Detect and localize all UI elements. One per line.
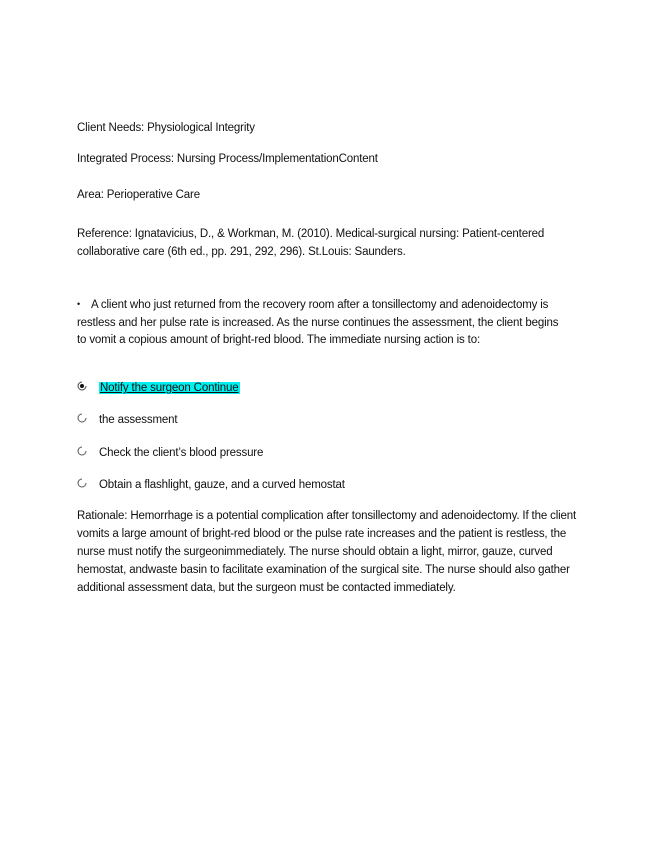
answer-option-1[interactable] [77, 382, 557, 398]
question-stem [77, 296, 562, 350]
radio-unselected-icon[interactable] [77, 478, 87, 488]
answer-option-4[interactable] [77, 479, 557, 495]
question-text: A client who just returned from the recovery room after a tonsillectomy and adenoidectomy is restless and her pulse rate is increased. As the nurse continues the assessment, the client begins to vomit a copious amount of bright-red blood. The immediate nursing action is to: [77, 299, 559, 346]
answer-option-4-label: Obtain a flashlight, gauze, and a curved hemostat [99, 479, 345, 491]
bullet-marker: • [77, 299, 81, 309]
answer-option-3-label: Check the client’s blood pressure [99, 447, 264, 459]
answer-option-2[interactable] [77, 414, 557, 430]
radio-unselected-icon[interactable] [77, 413, 87, 423]
rationale-paragraph: Rationale: Hemorrhage is a potential complication after tonsillectomy and adenoidectomy. If the client vomits a large amount of bright-red blood or the pulse rate increases and the patient is restless, the nurse must notify the surgeonimmediately. The nurse should obtain a light, mirror, gauze, curved hemostat, andwaste basin to facilitate examination of the surgical site. The nurse should also gather additional assessment data, but the surgeon must be contacted immediately. [77, 510, 577, 594]
client-needs-line: Client Needs: Physiological Integrity [77, 122, 255, 134]
answer-option-1-label: Notify the surgeon Continue [100, 382, 239, 394]
radio-unselected-icon[interactable] [77, 446, 87, 456]
reference-paragraph: Reference: Ignatavicius, D., & Workman, M. (2010). Medical-surgical nursing: Patient-centered collaborative care (6th ed., pp. 291, 292, 296). St.Louis: Saunders. [77, 228, 545, 258]
radio-selected-icon[interactable] [77, 381, 87, 391]
answer-option-2-label: the assessment [99, 414, 178, 426]
answer-option-3[interactable] [77, 447, 557, 463]
integrated-process-line: Integrated Process: Nursing Process/ImplementationContent [77, 153, 378, 165]
content-area-line: Area: Perioperative Care [77, 189, 200, 201]
